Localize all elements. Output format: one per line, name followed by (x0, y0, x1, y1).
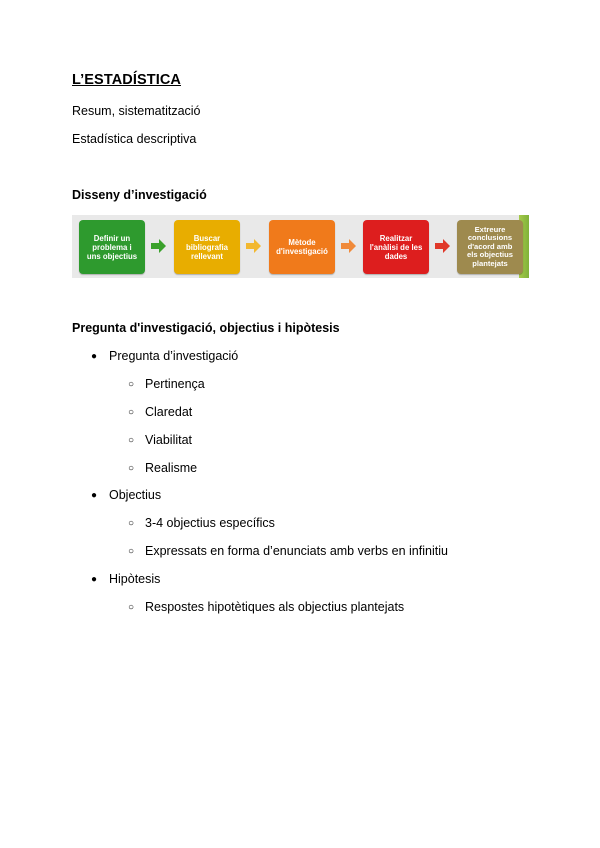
outline-subitem: Expressats en forma d’enunciats amb verbs en infinitiu (145, 544, 448, 558)
flow-arrow-3 (341, 239, 356, 253)
page-title: L’ESTADÍSTICA (72, 72, 181, 88)
sub-bullet-marker: ○ (128, 463, 135, 474)
bullet-marker: ● (91, 351, 98, 362)
flow-arrow-icon (341, 239, 356, 253)
flow-arrow-icon (246, 239, 261, 253)
outline-item-hypotheses: Hipòtesis (109, 572, 161, 586)
section-heading-design: Disseny d’investigació (72, 188, 207, 202)
outline-subitem: 3-4 objectius específics (145, 516, 275, 530)
bullet-marker: ● (91, 490, 98, 501)
subtitle-line-1: Resum, sistematització (72, 104, 201, 118)
flow-step-2: Buscar bibliografia rellevant (174, 220, 240, 274)
bullet-marker: ● (91, 574, 98, 585)
outline-item-question: Pregunta d’investigació (109, 349, 239, 363)
flow-arrow-2 (246, 239, 261, 253)
flow-step-3: Mètode d'investigació (269, 220, 335, 274)
sub-bullet-marker: ○ (128, 602, 135, 613)
flow-step-5: Extreure conclusions d'acord amb els objectius plantejats (457, 220, 523, 274)
outline-item-objectives: Objectius (109, 488, 162, 502)
flow-step-4: Realitzar l'anàlisi de les dades (363, 220, 429, 274)
flow-arrow-icon (151, 239, 166, 253)
outline-subitem: Pertinença (145, 377, 205, 391)
outline-subitem: Viabilitat (145, 433, 193, 447)
flow-arrow-1 (151, 239, 166, 253)
outline-subitem: Respostes hipotètiques als objectius plantejats (145, 600, 405, 614)
outline-subitem: Claredat (145, 405, 193, 419)
subtitle-line-2: Estadística descriptiva (72, 132, 197, 146)
sub-bullet-marker: ○ (128, 435, 135, 446)
sub-bullet-marker: ○ (128, 407, 135, 418)
section-heading-questions: Pregunta d'investigació, objectius i hipòtesis (72, 321, 340, 335)
sub-bullet-marker: ○ (128, 379, 135, 390)
sub-bullet-marker: ○ (128, 546, 135, 557)
flow-step-1: Definir un problema i uns objectius (79, 220, 145, 274)
research-flow-diagram (72, 215, 529, 278)
outline-subitem: Realisme (145, 461, 198, 475)
sub-bullet-marker: ○ (128, 518, 135, 529)
flow-arrow-icon (435, 239, 450, 253)
flow-arrow-4 (435, 239, 450, 253)
